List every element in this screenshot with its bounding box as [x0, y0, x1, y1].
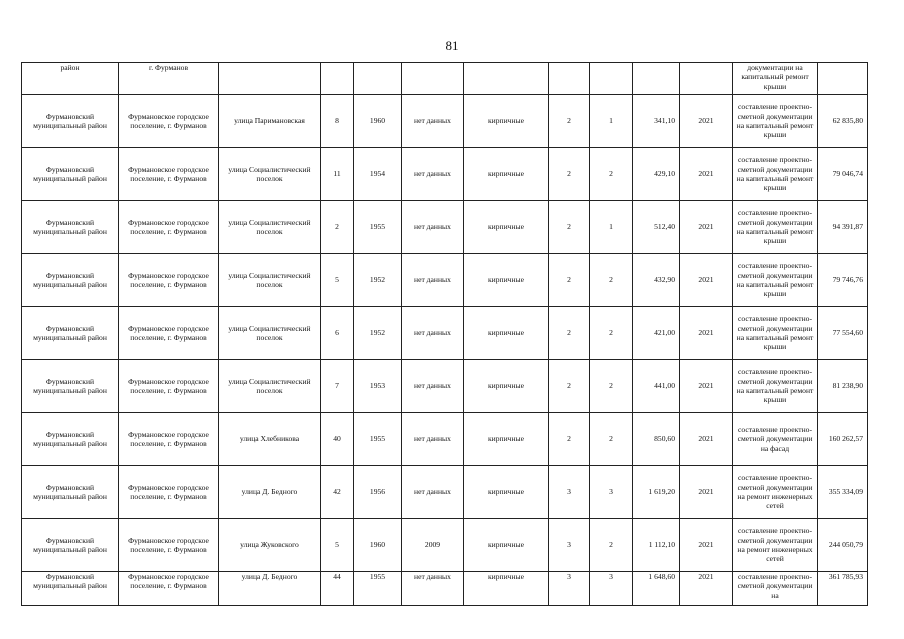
cell-year: 1955	[354, 572, 402, 606]
cell-walls: кирпичные	[464, 466, 549, 519]
cell-district: Фурмановский муниципальный район	[22, 466, 119, 519]
cell-entrances: 1	[590, 201, 633, 254]
cell-floors: 2	[549, 254, 590, 307]
cell-plan-year: 2021	[680, 519, 733, 572]
cell-work: составление проектно-сметной документации на фасад	[733, 413, 818, 466]
cell-cost: 160 262,57	[818, 413, 868, 466]
cell-street: улица Жуковского	[219, 519, 321, 572]
cell-settlement: Фурмановское городское поселение, г. Фурманов	[119, 254, 219, 307]
cell-cost: 79 046,74	[818, 148, 868, 201]
cell-year: 1956	[354, 466, 402, 519]
cell-renovation: нет данных	[402, 466, 464, 519]
cell-year: 1952	[354, 307, 402, 360]
cell-floors: 2	[549, 95, 590, 148]
table-row	[22, 572, 868, 606]
cell-year	[354, 63, 402, 95]
cell-walls: кирпичные	[464, 201, 549, 254]
table-row	[22, 95, 868, 148]
cell-renovation: нет данных	[402, 201, 464, 254]
cell-district: Фурмановский муниципальный район	[22, 413, 119, 466]
cell-district: Фурмановский муниципальный район	[22, 360, 119, 413]
table-row	[22, 519, 868, 572]
cell-work: составление проектно-сметной документации на ремонт инженерных сетей	[733, 466, 818, 519]
cell-renovation: нет данных	[402, 148, 464, 201]
cell-walls	[464, 63, 549, 95]
cell-cost: 94 391,87	[818, 201, 868, 254]
cell-cost	[818, 63, 868, 95]
table-row	[22, 466, 868, 519]
cell-floors	[549, 63, 590, 95]
cell-district: Фурмановский муниципальный район	[22, 201, 119, 254]
cell-entrances: 3	[590, 572, 633, 606]
cell-year: 1960	[354, 95, 402, 148]
cell-walls: кирпичные	[464, 413, 549, 466]
cell-district: Фурмановский муниципальный район	[22, 519, 119, 572]
cell-area: 421,00	[633, 307, 680, 360]
cell-settlement: Фурмановское городское поселение, г. Фурманов	[119, 572, 219, 606]
cell-settlement: Фурмановское городское поселение, г. Фурманов	[119, 466, 219, 519]
cell-walls: кирпичные	[464, 254, 549, 307]
cell-floors: 2	[549, 413, 590, 466]
cell-floors: 2	[549, 148, 590, 201]
cell-entrances: 3	[590, 466, 633, 519]
cell-renovation: нет данных	[402, 360, 464, 413]
cell-settlement: Фурмановское городское поселение, г. Фурманов	[119, 360, 219, 413]
cell-street: улица Социалистический поселок	[219, 360, 321, 413]
cell-work: составление проектно-сметной документации на капитальный ремонт крыши	[733, 360, 818, 413]
table-row	[22, 360, 868, 413]
table-row	[22, 307, 868, 360]
cell-area: 432,90	[633, 254, 680, 307]
cell-work: составление проектно-сметной документации на ремонт инженерных сетей	[733, 519, 818, 572]
cell-renovation: нет данных	[402, 307, 464, 360]
cell-year: 1954	[354, 148, 402, 201]
cell-area: 441,00	[633, 360, 680, 413]
cell-area: 1 619,20	[633, 466, 680, 519]
cell-house: 44	[321, 572, 354, 606]
cell-area: 512,40	[633, 201, 680, 254]
cell-plan-year: 2021	[680, 148, 733, 201]
cell-year: 1960	[354, 519, 402, 572]
cell-floors: 3	[549, 519, 590, 572]
cell-settlement: Фурмановское городское поселение, г. Фурманов	[119, 519, 219, 572]
cell-area: 1 648,60	[633, 572, 680, 606]
cell-house: 2	[321, 201, 354, 254]
cell-district: Фурмановский муниципальный район	[22, 307, 119, 360]
cell-street: улица Социалистический поселок	[219, 254, 321, 307]
cell-district: Фурмановский муниципальный район	[22, 95, 119, 148]
cell-floors: 3	[549, 466, 590, 519]
cell-work: составление проектно-сметной документации на капитальный ремонт крыши	[733, 307, 818, 360]
page-number: 81	[445, 38, 459, 53]
cell-work: составление проектно-сметной документации на	[733, 572, 818, 606]
cell-cost: 361 785,93	[818, 572, 868, 606]
table-row-continued	[22, 63, 868, 95]
cell-street: улица Хлебникова	[219, 413, 321, 466]
cell-entrances: 2	[590, 519, 633, 572]
cell-walls: кирпичные	[464, 360, 549, 413]
cell-renovation: 2009	[402, 519, 464, 572]
cell-year: 1955	[354, 201, 402, 254]
cell-settlement: Фурмановское городское поселение, г. Фурманов	[119, 95, 219, 148]
cell-plan-year: 2021	[680, 254, 733, 307]
cell-walls: кирпичные	[464, 519, 549, 572]
cell-work: составление проектно-сметной документации на капитальный ремонт крыши	[733, 95, 818, 148]
cell-street: улица Социалистический поселок	[219, 201, 321, 254]
cell-house	[321, 63, 354, 95]
cell-district: Фурмановский муниципальный район	[22, 254, 119, 307]
cell-plan-year: 2021	[680, 413, 733, 466]
cell-district: Фурмановский муниципальный район	[22, 148, 119, 201]
cell-area: 1 112,10	[633, 519, 680, 572]
cell-cost: 355 334,09	[818, 466, 868, 519]
cell-entrances: 2	[590, 360, 633, 413]
cell-plan-year: 2021	[680, 572, 733, 606]
cell-work: составление проектно-сметной документации на капитальный ремонт крыши	[733, 148, 818, 201]
cell-plan-year: 2021	[680, 201, 733, 254]
cell-plan-year: 2021	[680, 360, 733, 413]
cell-street: улица Паримановская	[219, 95, 321, 148]
cell-district: Фурмановский муниципальный район	[22, 572, 119, 606]
cell-work: составление проектно-сметной документации на капитальный ремонт крыши	[733, 254, 818, 307]
cell-house: 11	[321, 148, 354, 201]
cell-cost: 62 835,80	[818, 95, 868, 148]
cell-house: 42	[321, 466, 354, 519]
cell-floors: 2	[549, 307, 590, 360]
cell-walls: кирпичные	[464, 95, 549, 148]
table-body	[22, 63, 868, 606]
cell-house: 7	[321, 360, 354, 413]
cell-floors: 2	[549, 201, 590, 254]
cell-work: составление проектно-сметной документации на капитальный ремонт крыши	[733, 201, 818, 254]
cell-house: 5	[321, 254, 354, 307]
cell-cost: 79 746,76	[818, 254, 868, 307]
cell-street: улица Социалистический поселок	[219, 307, 321, 360]
cell-house: 6	[321, 307, 354, 360]
cell-year: 1955	[354, 413, 402, 466]
cell-area: 850,60	[633, 413, 680, 466]
cell-year: 1952	[354, 254, 402, 307]
cell-walls: кирпичные	[464, 307, 549, 360]
cell-settlement: Фурмановское городское поселение, г. Фурманов	[119, 148, 219, 201]
table-row	[22, 201, 868, 254]
housing-repair-table	[21, 62, 868, 606]
cell-renovation: нет данных	[402, 254, 464, 307]
cell-work: документации на капитальный ремонт крыши	[733, 63, 818, 95]
cell-area: 341,10	[633, 95, 680, 148]
cell-entrances: 2	[590, 307, 633, 360]
cell-plan-year: 2021	[680, 466, 733, 519]
cell-entrances: 2	[590, 148, 633, 201]
cell-plan-year	[680, 63, 733, 95]
cell-plan-year: 2021	[680, 95, 733, 148]
cell-renovation: нет данных	[402, 572, 464, 606]
cell-street: улица Социалистический поселок	[219, 148, 321, 201]
cell-settlement: Фурмановское городское поселение, г. Фурманов	[119, 307, 219, 360]
cell-cost: 244 050,79	[818, 519, 868, 572]
cell-cost: 81 238,90	[818, 360, 868, 413]
cell-house: 8	[321, 95, 354, 148]
cell-area: 429,10	[633, 148, 680, 201]
cell-street	[219, 63, 321, 95]
cell-settlement: Фурмановское городское поселение, г. Фурманов	[119, 201, 219, 254]
cell-settlement: Фурмановское городское поселение, г. Фурманов	[119, 413, 219, 466]
cell-entrances: 1	[590, 95, 633, 148]
cell-floors: 2	[549, 360, 590, 413]
cell-cost: 77 554,60	[818, 307, 868, 360]
cell-floors: 3	[549, 572, 590, 606]
cell-renovation	[402, 63, 464, 95]
cell-house: 40	[321, 413, 354, 466]
cell-walls: кирпичные	[464, 572, 549, 606]
cell-plan-year: 2021	[680, 307, 733, 360]
table-row	[22, 254, 868, 307]
cell-entrances: 2	[590, 254, 633, 307]
table-row	[22, 148, 868, 201]
cell-walls: кирпичные	[464, 148, 549, 201]
cell-street: улица Д. Бедного	[219, 466, 321, 519]
cell-street: улица Д. Бедного	[219, 572, 321, 606]
cell-entrances	[590, 63, 633, 95]
cell-renovation: нет данных	[402, 95, 464, 148]
cell-renovation: нет данных	[402, 413, 464, 466]
cell-house: 5	[321, 519, 354, 572]
cell-settlement: г. Фурманов	[119, 63, 219, 95]
cell-district: район	[22, 63, 119, 95]
table-row	[22, 413, 868, 466]
cell-year: 1953	[354, 360, 402, 413]
cell-area	[633, 63, 680, 95]
cell-entrances: 2	[590, 413, 633, 466]
